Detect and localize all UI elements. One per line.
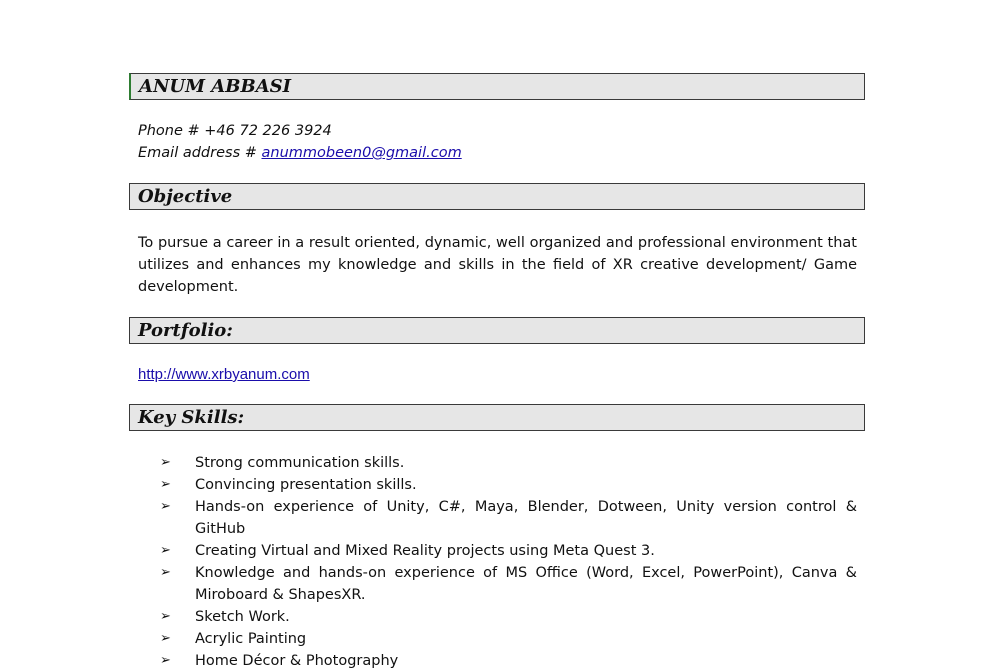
arrow-bullet-icon: ➢ — [160, 455, 171, 470]
list-item — [160, 496, 857, 540]
list-item — [160, 628, 857, 650]
arrow-bullet-icon: ➢ — [160, 609, 171, 624]
objective-header — [129, 183, 865, 210]
list-item — [160, 562, 857, 606]
list-item — [160, 650, 857, 672]
skill-text: Creating Virtual and Mixed Reality projects using Meta Quest 3. — [195, 543, 655, 559]
arrow-bullet-icon: ➢ — [160, 543, 171, 558]
arrow-bullet-icon: ➢ — [160, 565, 171, 580]
objective-text: To pursue a career in a result oriented, dynamic, well organized and professional environment that utilizes and enhances my knowledge and skills in the field of XR creative development/ Game development. — [138, 235, 857, 295]
skill-text: Sketch Work. — [195, 609, 290, 625]
skill-text: Home Décor & Photography — [195, 653, 399, 669]
arrow-bullet-icon: ➢ — [160, 653, 171, 668]
list-item — [160, 474, 857, 496]
skill-text: Knowledge and hands-on experience of MS Office (Word, Excel, PowerPoint), Canva & Miroboard & ShapesXR. — [195, 565, 857, 603]
skill-text: Acrylic Painting — [195, 631, 307, 647]
name-header — [129, 73, 865, 100]
arrow-bullet-icon: ➢ — [160, 499, 171, 514]
skill-text: Hands-on experience of Unity, C#, Maya, Blender, Dotween, Unity version control & GitHub — [195, 499, 857, 537]
portfolio-header — [129, 317, 865, 344]
phone-text: Phone # +46 72 226 3924 — [138, 123, 332, 139]
email-label: Email address # — [138, 145, 262, 161]
skills-header — [129, 404, 865, 431]
candidate-name: ANUM ABBASI — [139, 76, 292, 97]
email-line — [138, 142, 462, 164]
list-item — [160, 452, 857, 474]
list-item — [160, 540, 857, 562]
list-item — [160, 606, 857, 628]
arrow-bullet-icon: ➢ — [160, 477, 171, 492]
portfolio-title: Portfolio: — [138, 320, 233, 341]
email-link[interactable]: anummobeen0@gmail.com — [261, 145, 462, 161]
arrow-bullet-icon: ➢ — [160, 631, 171, 646]
portfolio-link[interactable]: http://www.xrbyanum.com — [138, 366, 310, 383]
objective-title: Objective — [138, 186, 233, 207]
skills-title: Key Skills: — [138, 407, 245, 428]
skill-text: Convincing presentation skills. — [195, 477, 417, 493]
skill-text: Strong communication skills. — [195, 455, 405, 471]
contact-block — [138, 120, 462, 164]
skills-list — [160, 452, 857, 672]
